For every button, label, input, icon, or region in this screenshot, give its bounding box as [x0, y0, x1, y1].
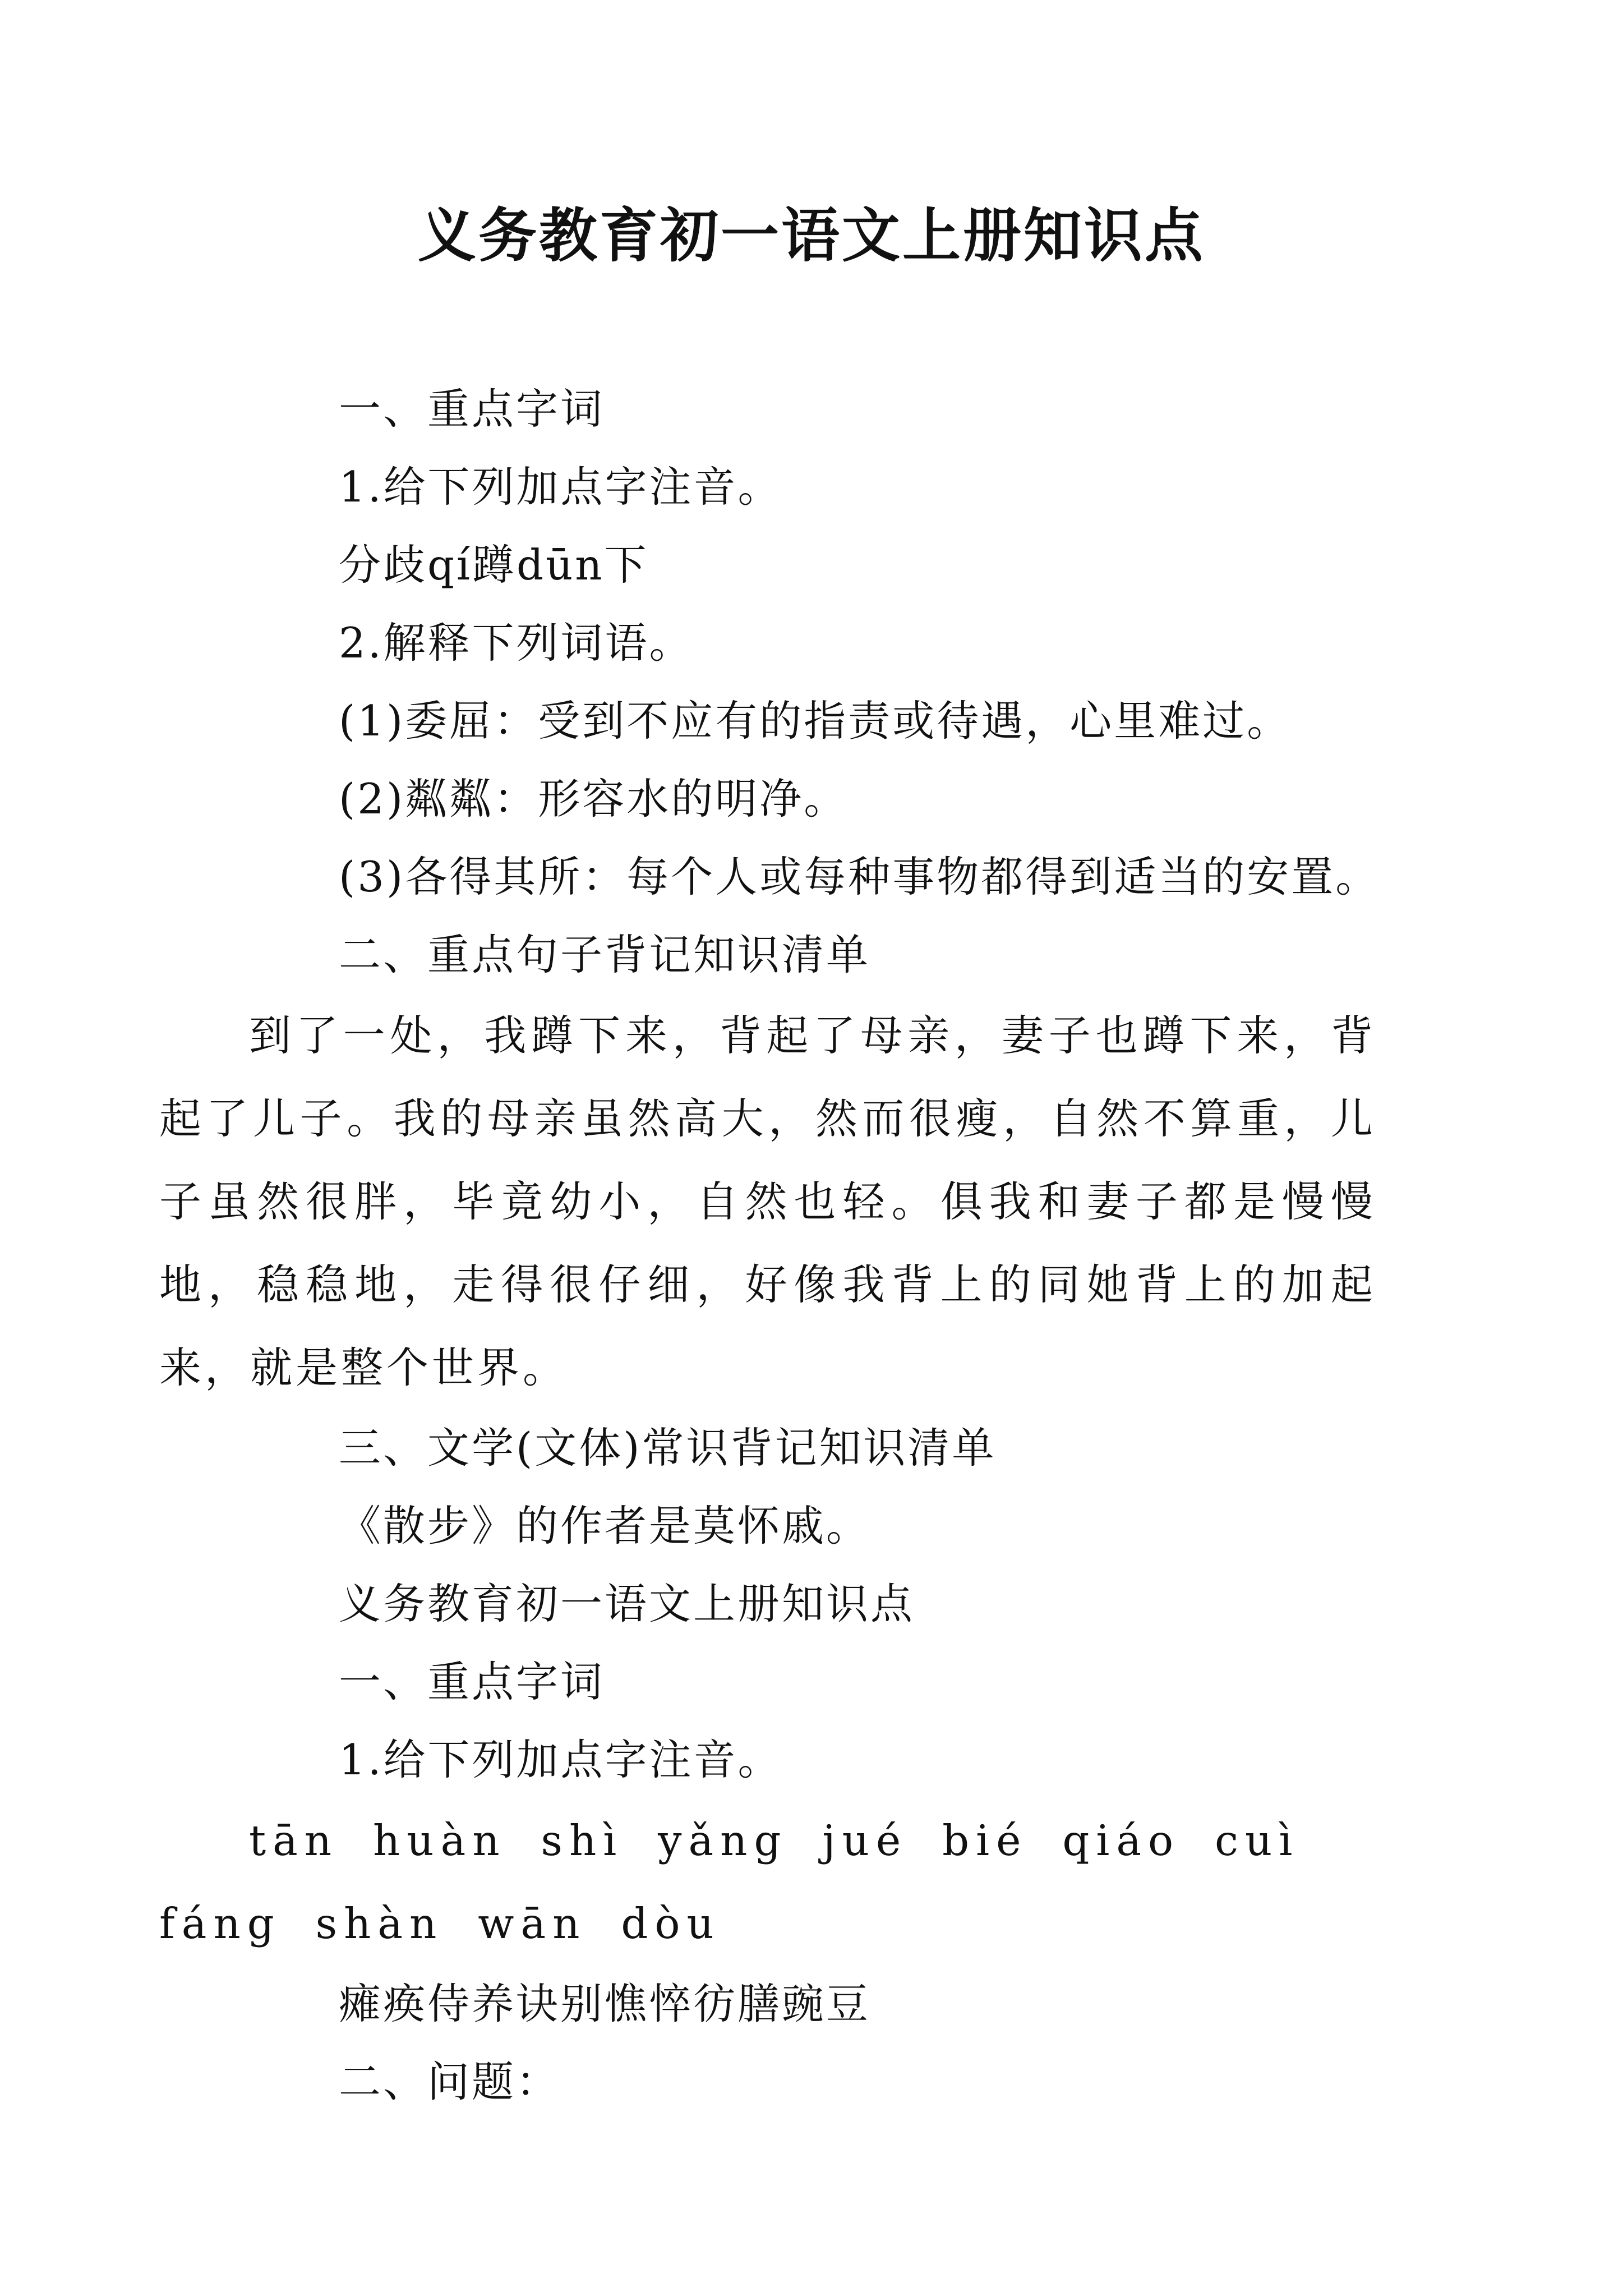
key-sentence-paragraph: 到了一处，我蹲下来，背起了母亲，妻子也蹲下来，背起了儿子。我的母亲虽然高大，然而很瘦，自然不算重，儿子虽然很胖，毕竟幼小，自然也轻。俱我和妻子都是慢慢地，稳稳地，走得很仔细，好像我背上的同她背上的加起来，就是整个世界。: [159, 1011, 1376, 1392]
section-heading-literature: 三、文学(文体)常识背记知识清单: [339, 1423, 997, 1473]
definition-item-3: (3)各得其所：每个人或每种事物都得到适当的安置。: [339, 852, 1380, 901]
definition-item-1: (1)委屈：受到不应有的指责或待遇，心里难过。: [339, 696, 1292, 746]
exercise-2-prompt: 2.解释下列词语。: [339, 618, 694, 668]
characters-list: 瘫痪侍养诀别憔悴彷膳豌豆: [339, 1979, 871, 2028]
document-body: [159, 370, 1380, 2121]
exercise-1-prompt-2: 1.给下列加点字注音。: [339, 1735, 782, 1784]
definition-item-2: (2)粼粼：形容水的明净。: [339, 774, 849, 823]
section-heading-key-sentences: 二、重点句子背记知识清单: [339, 930, 871, 979]
section-heading-questions: 二、问题：: [339, 2057, 561, 2106]
repeated-title-line: 义务教育初一语文上册知识点: [339, 1579, 915, 1628]
pinyin-list: tān huàn shì yǎng jué bié qiáo cuì fáng shàn wān dòu: [159, 1816, 1299, 1948]
exercise-1-prompt: 1.给下列加点字注音。: [339, 462, 782, 512]
section-heading-key-words-2: 一、重点字词: [339, 1657, 605, 1706]
section-heading-key-words: 一、重点字词: [339, 384, 605, 434]
pinyin-answer-line: 分歧qí蹲dūn下: [339, 540, 649, 590]
author-note: 《散步》的作者是莫怀戚。: [339, 1501, 871, 1550]
document-title: 义务教育初一语文上册知识点: [417, 201, 1205, 270]
